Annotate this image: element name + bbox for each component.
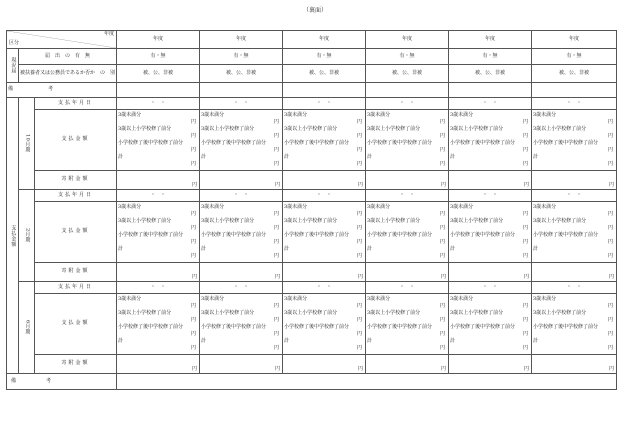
yen-unit: 円	[439, 225, 445, 231]
yen-unit: 円	[356, 225, 362, 231]
donation-row	[7, 171, 617, 190]
genkyo-row-2	[7, 65, 617, 83]
amount-category-label: 3歳未満分	[118, 296, 142, 302]
header-corner-cell	[7, 31, 117, 49]
amount-category-label: 計	[450, 338, 456, 344]
yen-unit: 円	[190, 161, 196, 167]
payment-date-label: 支払年月日	[35, 282, 117, 294]
amount-category-label: 3歳未満分	[284, 296, 308, 302]
payment-date-cell: ・ ・	[117, 98, 200, 110]
payment-amount-cell	[366, 110, 449, 171]
page-label: （裏面）	[302, 7, 327, 14]
payment-date-cell: ・ ・	[532, 190, 617, 202]
yen-unit: 円	[607, 253, 613, 259]
yen-unit: 円	[607, 303, 613, 309]
amount-category-label: 計	[201, 154, 207, 160]
yen-unit: 円	[608, 366, 614, 373]
amount-category-label: 3歳未満分	[201, 296, 225, 302]
payment-date-row	[7, 98, 617, 110]
yen-unit: 円	[522, 211, 528, 217]
amount-category-label: 計	[118, 154, 124, 160]
donation-label: 寄附金額	[35, 355, 117, 374]
header-nendo-label: 年度	[103, 31, 114, 37]
amount-category-label: 3歳未満分	[201, 204, 225, 210]
donation-amount-cell	[200, 355, 283, 374]
amount-category-label: 計	[367, 338, 373, 344]
year-column-2: 年度	[200, 31, 283, 49]
payment-amount-cell	[449, 294, 532, 355]
payment-amount-label: 支払金額	[35, 294, 117, 355]
yen-unit: 円	[523, 182, 529, 189]
payment-date-cell: ・ ・	[532, 282, 617, 294]
amount-category-label: 3歳以上小学校修了前分	[201, 218, 255, 224]
donation-amount-cell	[449, 263, 532, 282]
yen-unit: 円	[273, 147, 279, 153]
yen-unit: 円	[273, 239, 279, 245]
payment-amount-cell	[532, 202, 617, 263]
yen-unit: 円	[356, 331, 362, 337]
payment-amount-cell	[449, 110, 532, 171]
genkyo-value: 有・無	[117, 49, 200, 65]
yen-unit: 円	[523, 366, 529, 373]
yen-unit: 円	[607, 317, 613, 323]
genkyo-value: 有・無	[532, 49, 617, 65]
amount-category-label: 3歳以上小学校修了前分	[450, 310, 504, 316]
yen-unit: 円	[439, 161, 445, 167]
yen-unit: 円	[273, 161, 279, 167]
amount-category-label: 小学校修了後中学校修了前分	[450, 232, 516, 238]
yen-unit: 円	[357, 366, 363, 373]
yen-unit: 円	[191, 366, 197, 373]
yen-unit: 円	[190, 225, 196, 231]
payment-date-cell: ・ ・	[532, 98, 617, 110]
yen-unit: 円	[273, 303, 279, 309]
payment-date-cell: ・ ・	[366, 190, 449, 202]
yen-unit: 円	[273, 253, 279, 259]
yen-unit: 円	[190, 253, 196, 259]
payment-amount-cell	[283, 110, 366, 171]
genkyo-value: 有・無	[449, 49, 532, 65]
yen-unit: 円	[439, 119, 445, 125]
yen-unit: 円	[190, 211, 196, 217]
amount-category-label: 計	[533, 246, 539, 252]
payment-amount-cell	[283, 294, 366, 355]
amount-category-label: 3歳未満分	[118, 112, 142, 118]
donation-amount-cell	[283, 263, 366, 282]
genkyo-value: 被、公、非被	[366, 65, 449, 83]
yen-unit: 円	[607, 345, 613, 351]
amount-category-label: 3歳以上小学校修了前分	[118, 310, 172, 316]
amount-category-label: 3歳以上小学校修了前分	[118, 218, 172, 224]
amount-category-label: 小学校修了後中学校修了前分	[367, 140, 433, 146]
payment-amount-cell	[532, 294, 617, 355]
genkyo-value: 有・無	[200, 49, 283, 65]
donation-label: 寄附金額	[35, 263, 117, 282]
amount-category-label: 3歳未満分	[367, 112, 391, 118]
yen-unit: 円	[191, 182, 197, 189]
period-label: 6月期	[19, 282, 35, 374]
amount-category-label: 計	[201, 246, 207, 252]
genkyo-remarks-cell	[117, 83, 200, 98]
amount-category-label: 3歳以上小学校修了前分	[367, 218, 421, 224]
yen-unit: 円	[356, 133, 362, 139]
amount-category-label: 3歳未満分	[118, 204, 142, 210]
payment-date-row	[7, 190, 617, 202]
payment-amount-row	[7, 110, 617, 171]
genkyo-value: 被、公、非被	[449, 65, 532, 83]
yen-unit: 円	[356, 161, 362, 167]
yen-unit: 円	[274, 366, 280, 373]
donation-amount-cell	[532, 355, 617, 374]
yen-unit: 円	[356, 253, 362, 259]
yen-unit: 円	[439, 211, 445, 217]
amount-category-label: 3歳以上小学校修了前分	[450, 218, 504, 224]
amount-category-label: 計	[201, 338, 207, 344]
payment-date-cell: ・ ・	[200, 282, 283, 294]
yen-unit: 円	[273, 317, 279, 323]
amount-category-label: 小学校修了後中学校修了前分	[284, 232, 350, 238]
yen-unit: 円	[356, 119, 362, 125]
yen-unit: 円	[608, 182, 614, 189]
yen-unit: 円	[273, 225, 279, 231]
amount-category-label: 3歳以上小学校修了前分	[533, 218, 587, 224]
donation-row	[7, 355, 617, 374]
yen-unit: 円	[522, 161, 528, 167]
yen-unit: 円	[274, 274, 280, 281]
yen-unit: 円	[190, 147, 196, 153]
payment-amount-cell	[366, 202, 449, 263]
yen-unit: 円	[522, 119, 528, 125]
yen-unit: 円	[439, 253, 445, 259]
payment-date-cell: ・ ・	[117, 190, 200, 202]
genkyo-value: 有・無	[366, 49, 449, 65]
donation-amount-cell	[366, 355, 449, 374]
amount-category-label: 3歳以上小学校修了前分	[367, 310, 421, 316]
amount-category-label: 3歳以上小学校修了前分	[201, 310, 255, 316]
payment-date-cell: ・ ・	[283, 190, 366, 202]
yen-unit: 円	[440, 366, 446, 373]
amount-category-label: 3歳未満分	[367, 296, 391, 302]
amount-category-label: 3歳未満分	[450, 296, 474, 302]
amount-category-label: 小学校修了後中学校修了前分	[201, 324, 267, 330]
year-column-3: 年度	[283, 31, 366, 49]
payment-date-cell: ・ ・	[200, 190, 283, 202]
payment-date-cell: ・ ・	[449, 282, 532, 294]
yen-unit: 円	[356, 303, 362, 309]
payment-group-label: 支払金額	[7, 98, 19, 374]
yen-unit: 円	[273, 119, 279, 125]
yen-unit: 円	[356, 317, 362, 323]
amount-category-label: 3歳以上小学校修了前分	[450, 126, 504, 132]
payment-amount-row	[7, 294, 617, 355]
amount-category-label: 計	[367, 246, 373, 252]
genkyo-row-label: 被扶養者又は公務員であるか否か の 別	[19, 65, 117, 83]
yen-unit: 円	[607, 331, 613, 337]
payment-date-cell: ・ ・	[449, 190, 532, 202]
yen-unit: 円	[607, 211, 613, 217]
payment-date-label: 支払年月日	[35, 190, 117, 202]
donation-amount-cell	[449, 171, 532, 190]
remarks-label: 備 考	[7, 374, 117, 390]
yen-unit: 円	[522, 147, 528, 153]
donation-amount-cell	[200, 171, 283, 190]
genkyo-group-label: 現況届	[7, 49, 19, 83]
amount-category-label: 小学校修了後中学校修了前分	[533, 140, 599, 146]
yen-unit: 円	[522, 225, 528, 231]
yen-unit: 円	[356, 147, 362, 153]
yen-unit: 円	[607, 119, 613, 125]
genkyo-value: 有・無	[283, 49, 366, 65]
payment-date-cell: ・ ・	[283, 98, 366, 110]
genkyo-remarks-cell	[200, 83, 283, 98]
yen-unit: 円	[439, 303, 445, 309]
donation-amount-cell	[283, 171, 366, 190]
donation-amount-cell	[283, 355, 366, 374]
amount-category-label: 3歳未満分	[284, 112, 308, 118]
yen-unit: 円	[440, 182, 446, 189]
payment-date-cell: ・ ・	[366, 282, 449, 294]
amount-category-label: 計	[533, 154, 539, 160]
yen-unit: 円	[273, 211, 279, 217]
yen-unit: 円	[190, 317, 196, 323]
donation-row	[7, 263, 617, 282]
payment-amount-cell	[117, 202, 200, 263]
yen-unit: 円	[522, 345, 528, 351]
year-column-5: 年度	[449, 31, 532, 49]
amount-category-label: 計	[533, 338, 539, 344]
yen-unit: 円	[190, 331, 196, 337]
amount-category-label: 小学校修了後中学校修了前分	[201, 232, 267, 238]
genkyo-remarks-label: 備 考	[7, 83, 117, 98]
payment-date-label: 支払年月日	[35, 98, 117, 110]
amount-category-label: 3歳未満分	[450, 204, 474, 210]
yen-unit: 円	[273, 345, 279, 351]
payment-record-table	[6, 30, 617, 390]
donation-amount-cell	[117, 355, 200, 374]
yen-unit: 円	[190, 119, 196, 125]
amount-category-label: 小学校修了後中学校修了前分	[118, 232, 184, 238]
payment-date-row	[7, 282, 617, 294]
donation-amount-cell	[117, 171, 200, 190]
yen-unit: 円	[190, 345, 196, 351]
genkyo-row-label: 届 出 の 有 無	[19, 49, 117, 65]
amount-category-label: 3歳以上小学校修了前分	[367, 126, 421, 132]
yen-unit: 円	[439, 239, 445, 245]
amount-category-label: 計	[284, 154, 290, 160]
yen-unit: 円	[523, 274, 529, 281]
yen-unit: 円	[522, 133, 528, 139]
payment-amount-cell	[117, 110, 200, 171]
yen-unit: 円	[190, 303, 196, 309]
amount-category-label: 3歳未満分	[450, 112, 474, 118]
amount-category-label: 3歳以上小学校修了前分	[201, 126, 255, 132]
payment-amount-label: 支払金額	[35, 110, 117, 171]
yen-unit: 円	[522, 303, 528, 309]
yen-unit: 円	[357, 274, 363, 281]
payment-amount-cell	[117, 294, 200, 355]
payment-amount-cell	[366, 294, 449, 355]
amount-category-label: 小学校修了後中学校修了前分	[201, 140, 267, 146]
yen-unit: 円	[439, 317, 445, 323]
amount-category-label: 3歳以上小学校修了前分	[533, 310, 587, 316]
yen-unit: 円	[607, 161, 613, 167]
amount-category-label: 3歳以上小学校修了前分	[284, 126, 338, 132]
header-kubun-label: 区分	[9, 40, 20, 47]
yen-unit: 円	[607, 239, 613, 245]
amount-category-label: 小学校修了後中学校修了前分	[367, 324, 433, 330]
donation-amount-cell	[117, 263, 200, 282]
amount-category-label: 3歳未満分	[284, 204, 308, 210]
payment-amount-row	[7, 202, 617, 263]
payment-date-cell: ・ ・	[366, 98, 449, 110]
amount-category-label: 計	[450, 154, 456, 160]
amount-category-label: 計	[367, 154, 373, 160]
genkyo-remarks-cell	[366, 83, 449, 98]
payment-amount-cell	[200, 294, 283, 355]
yen-unit: 円	[439, 147, 445, 153]
genkyo-value: 被、公、非被	[532, 65, 617, 83]
yen-unit: 円	[608, 274, 614, 281]
payment-amount-cell	[200, 110, 283, 171]
donation-amount-cell	[200, 263, 283, 282]
amount-category-label: 3歳未満分	[367, 204, 391, 210]
amount-category-label: 3歳以上小学校修了前分	[284, 310, 338, 316]
year-column-1: 年度	[117, 31, 200, 49]
period-label: 2月期	[19, 190, 35, 282]
genkyo-remarks-cell	[283, 83, 366, 98]
amount-category-label: 小学校修了後中学校修了前分	[450, 324, 516, 330]
yen-unit: 円	[273, 133, 279, 139]
year-column-6: 年度	[532, 31, 617, 49]
yen-unit: 円	[440, 274, 446, 281]
payment-amount-cell	[200, 202, 283, 263]
payment-date-cell: ・ ・	[117, 282, 200, 294]
amount-category-label: 小学校修了後中学校修了前分	[118, 324, 184, 330]
yen-unit: 円	[607, 225, 613, 231]
amount-category-label: 3歳未満分	[533, 296, 557, 302]
remarks-row	[7, 374, 617, 390]
amount-category-label: 3歳未満分	[533, 204, 557, 210]
donation-amount-cell	[366, 263, 449, 282]
yen-unit: 円	[522, 317, 528, 323]
genkyo-value: 被、公、非被	[117, 65, 200, 83]
header-row	[7, 31, 617, 49]
amount-category-label: 小学校修了後中学校修了前分	[284, 324, 350, 330]
amount-category-label: 小学校修了後中学校修了前分	[118, 140, 184, 146]
yen-unit: 円	[273, 331, 279, 337]
amount-category-label: 3歳未満分	[201, 112, 225, 118]
yen-unit: 円	[522, 239, 528, 245]
genkyo-value: 被、公、非被	[283, 65, 366, 83]
donation-amount-cell	[532, 171, 617, 190]
period-label: 10月期	[19, 98, 35, 190]
genkyo-row-1	[7, 49, 617, 65]
yen-unit: 円	[607, 147, 613, 153]
amount-category-label: 小学校修了後中学校修了前分	[533, 232, 599, 238]
payment-amount-label: 支払金額	[35, 202, 117, 263]
donation-label: 寄附金額	[35, 171, 117, 190]
payment-date-cell: ・ ・	[200, 98, 283, 110]
yen-unit: 円	[607, 133, 613, 139]
yen-unit: 円	[356, 345, 362, 351]
genkyo-remarks-cell	[449, 83, 532, 98]
genkyo-remarks-cell	[532, 83, 617, 98]
yen-unit: 円	[190, 133, 196, 139]
yen-unit: 円	[191, 274, 197, 281]
genkyo-value: 被、公、非被	[200, 65, 283, 83]
amount-category-label: 3歳以上小学校修了前分	[533, 126, 587, 132]
amount-category-label: 計	[284, 338, 290, 344]
yen-unit: 円	[522, 253, 528, 259]
amount-category-label: 3歳未満分	[533, 112, 557, 118]
yen-unit: 円	[356, 239, 362, 245]
amount-category-label: 計	[118, 246, 124, 252]
yen-unit: 円	[357, 182, 363, 189]
year-column-4: 年度	[366, 31, 449, 49]
amount-category-label: 計	[118, 338, 124, 344]
yen-unit: 円	[439, 133, 445, 139]
payment-date-cell: ・ ・	[283, 282, 366, 294]
amount-category-label: 3歳以上小学校修了前分	[118, 126, 172, 132]
amount-category-label: 小学校修了後中学校修了前分	[284, 140, 350, 146]
payment-date-cell: ・ ・	[449, 98, 532, 110]
amount-category-label: 計	[284, 246, 290, 252]
yen-unit: 円	[274, 182, 280, 189]
yen-unit: 円	[190, 239, 196, 245]
payment-amount-cell	[283, 202, 366, 263]
amount-category-label: 計	[450, 246, 456, 252]
genkyo-row-3	[7, 83, 617, 98]
donation-amount-cell	[449, 355, 532, 374]
yen-unit: 円	[439, 331, 445, 337]
donation-amount-cell	[366, 171, 449, 190]
yen-unit: 円	[439, 345, 445, 351]
amount-category-label: 3歳以上小学校修了前分	[284, 218, 338, 224]
payment-amount-cell	[532, 110, 617, 171]
payment-amount-cell	[449, 202, 532, 263]
yen-unit: 円	[522, 331, 528, 337]
amount-category-label: 小学校修了後中学校修了前分	[367, 232, 433, 238]
yen-unit: 円	[356, 211, 362, 217]
remarks-cell	[117, 374, 617, 390]
donation-amount-cell	[532, 263, 617, 282]
amount-category-label: 小学校修了後中学校修了前分	[533, 324, 599, 330]
amount-category-label: 小学校修了後中学校修了前分	[450, 140, 516, 146]
